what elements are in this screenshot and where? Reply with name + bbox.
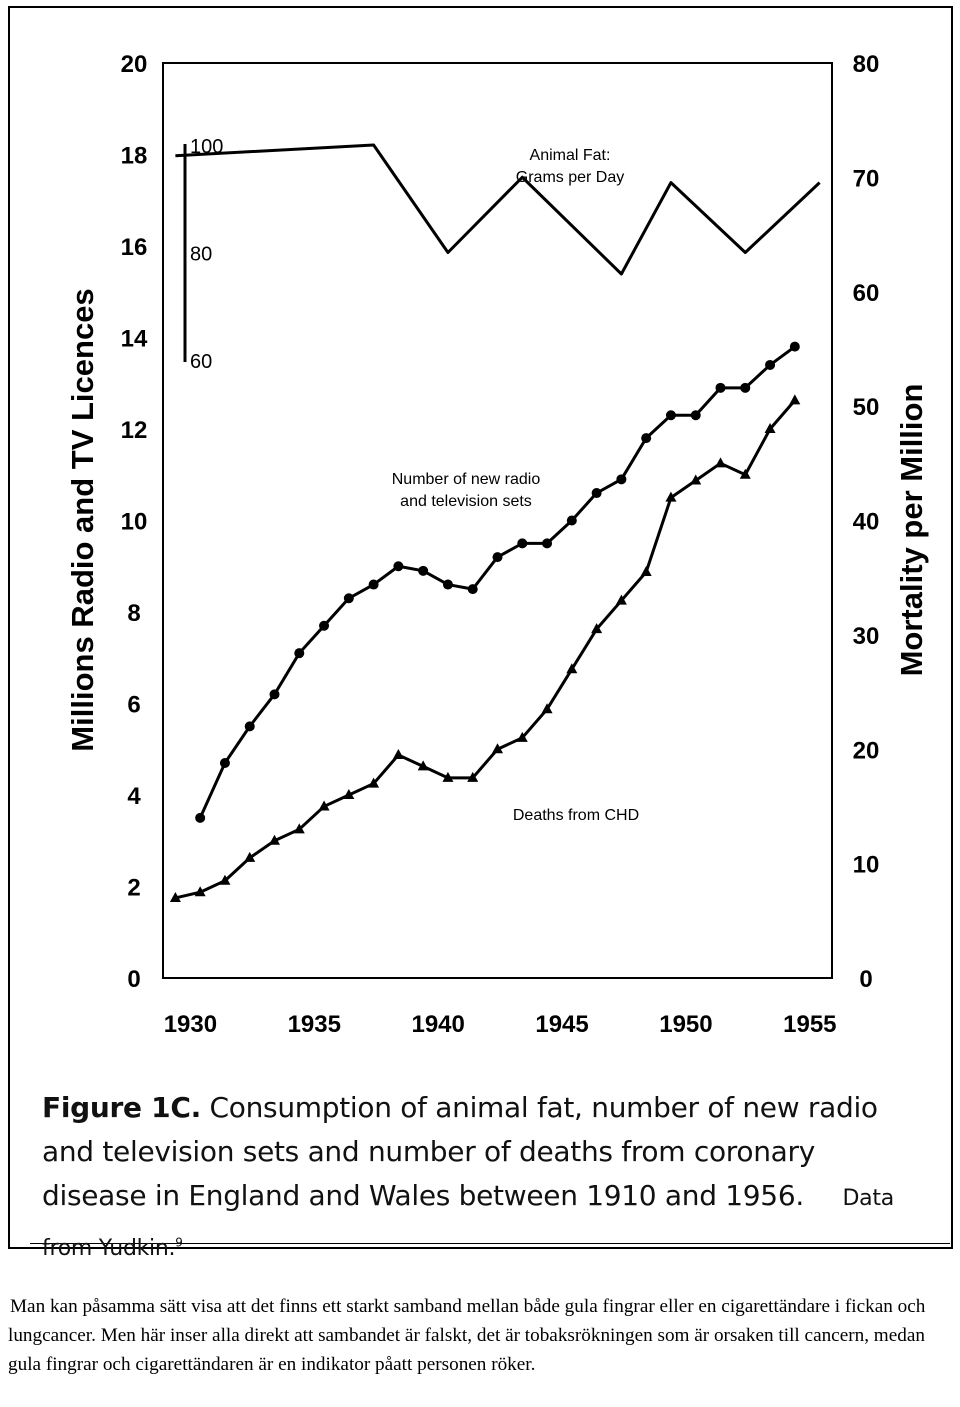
circle-marker (666, 410, 676, 420)
left-tick-label: 2 (127, 874, 141, 902)
left-tick-label: 6 (127, 691, 141, 719)
triangle-marker (715, 457, 726, 467)
circle-marker (294, 648, 304, 658)
caption-source-text: Data from Yudkin. (42, 1186, 894, 1262)
circle-marker (245, 721, 255, 731)
triangle-marker (789, 394, 800, 404)
circle-marker (344, 593, 354, 603)
figure-caption (42, 1086, 922, 1271)
circle-marker (740, 383, 750, 393)
circle-marker (195, 813, 205, 823)
labels (392, 147, 639, 824)
left-tick-label: 0 (127, 966, 141, 993)
left-tick-label: 12 (120, 417, 148, 444)
circle-marker (468, 584, 478, 594)
axes (65, 51, 929, 1038)
fat-tick-label: 100 (190, 136, 224, 158)
circle-marker (319, 621, 329, 631)
right-tick-label: 40 (852, 508, 880, 536)
right-tick-label: 50 (852, 394, 880, 422)
circle-marker (790, 342, 800, 352)
right-tick-label: 80 (852, 51, 880, 78)
right-tick-label: 20 (852, 737, 880, 765)
body-paragraph: Man kan påsamma sätt visa att det finns ett starkt samband mellan både gula fingrar eller en cigarettändare i fickan och lungcancer. Men här inser alla direkt att sambandet är falskt, det är tobaksrökningen som är orsaken till cancern, medan gula fingrar och cigarettändaren är en indikator påatt personen röker. (8, 1296, 926, 1375)
circle-marker (418, 566, 428, 576)
caption-source-ref: 9 (175, 1236, 183, 1250)
circle-marker (691, 410, 701, 420)
left-tick-label: 10 (120, 508, 148, 536)
left-tick-label: 20 (120, 51, 148, 78)
left-axis-title: Millions Radio and TV Licences (65, 288, 100, 752)
circle-marker (716, 383, 726, 393)
circle-marker (567, 516, 577, 526)
circle-marker (270, 689, 280, 699)
left-tick-label: 8 (127, 600, 141, 627)
circle-marker (493, 552, 503, 562)
circle-marker (393, 561, 403, 571)
body-text (8, 1292, 958, 1379)
x-tick-label: 1935 (287, 1011, 341, 1038)
series-label: Animal Fat: (529, 147, 611, 164)
right-tick-label: 0 (859, 966, 873, 993)
left-tick-label: 16 (120, 234, 148, 261)
series-label: Number of new radio (391, 471, 541, 488)
triangle-marker (641, 566, 652, 576)
circle-marker (517, 538, 527, 548)
figure-label: Figure 1C. (42, 1091, 201, 1124)
circle-marker (616, 474, 626, 484)
x-tick-label: 1945 (535, 1011, 589, 1038)
right-axis-title: Mortality per Million (894, 383, 929, 677)
right-tick-label: 70 (852, 165, 880, 193)
fat-tick-label: 80 (190, 243, 213, 266)
circle-marker (641, 433, 651, 443)
right-tick-label: 60 (852, 279, 880, 307)
x-tick-label: 1950 (659, 1011, 713, 1038)
circle-marker (765, 360, 775, 370)
left-tick-label: 4 (127, 783, 141, 810)
fat-tick-label: 60 (190, 351, 213, 373)
series-label: Grams per Day (515, 169, 625, 186)
series-label: Deaths from CHD (512, 807, 640, 824)
circle-marker (369, 580, 379, 590)
right-tick-label: 10 (852, 851, 880, 879)
right-tick-label: 30 (852, 622, 880, 650)
left-tick-label: 14 (120, 325, 148, 353)
circle-marker (220, 758, 230, 768)
x-tick-label: 1940 (411, 1011, 465, 1038)
series (170, 145, 820, 902)
left-tick-label: 18 (120, 142, 148, 170)
caption-text: Consumption of animal fat, number of new radio and television sets and number of deaths from coronary disease in England and Wales between 1910 and 1956. (42, 1091, 878, 1212)
circle-marker (592, 488, 602, 498)
series-label: and television sets (400, 493, 532, 510)
triangle-marker (393, 749, 404, 759)
circle-marker (542, 538, 552, 548)
x-tick-label: 1930 (163, 1011, 218, 1038)
x-tick-label: 1955 (783, 1011, 837, 1038)
circle-marker (443, 580, 453, 590)
series-line (175, 145, 819, 274)
